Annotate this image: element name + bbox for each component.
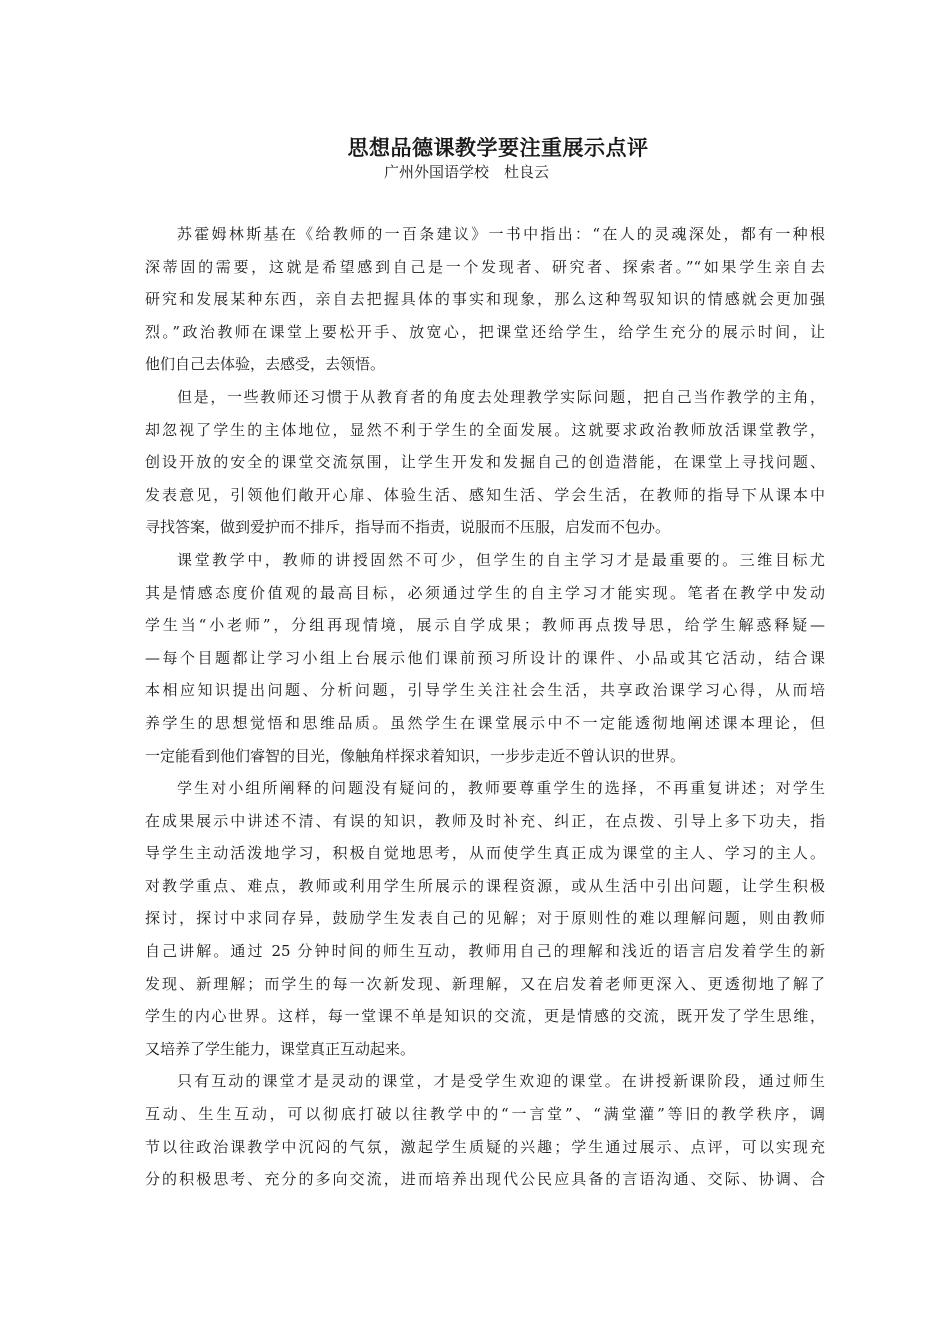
paragraph-line: 又培养了学生能力，课堂真正互动起来。 bbox=[145, 1039, 416, 1058]
paragraph-line: 导学生主动活泼地学习，积极自觉地思考，从而使学生真正成为课堂的主人、学习的主人。 bbox=[145, 844, 825, 863]
paragraph-line: 在成果展示中讲述不清、有误的知识，教师及时补充、纠正，在点拨、引导上多下功夫，指 bbox=[145, 811, 825, 830]
document-body bbox=[145, 218, 825, 1196]
paragraph-line: 学生的内心世界。这样，每一堂课不单是知识的交流，更是情感的交流，既开发了学生思维， bbox=[145, 1007, 825, 1026]
paragraph-line: 创设开放的安全的课堂交流氛围，让学生开发和发掘自己的创造潜能，在课堂上寻找问题、 bbox=[145, 453, 825, 472]
document-title: 思想品德课教学要注重展示点评 bbox=[347, 136, 649, 160]
paragraph-line: 节以往政治课教学中沉闷的气氛，激起学生质疑的兴趣；学生通过展示、点评，可以实现充 bbox=[145, 1137, 825, 1156]
paragraph-line: 自己讲解。通过 25 分钟时间的师生互动，教师用自己的理解和浅近的语言启发着学生的新 bbox=[145, 942, 825, 961]
paragraph-line: 但是，一些教师还习惯于从教育者的角度去处理教学实际问题，把自己当作教学的主角， bbox=[177, 387, 825, 406]
paragraph-line: 本相应知识提出问题、分析问题，引导学生关注社会生活，共享政治课学习心得，从而培 bbox=[145, 681, 825, 700]
paragraph-line: 烈。”政治教师在课堂上要松开手、放宽心，把课堂还给学生，给学生充分的展示时间，让 bbox=[145, 322, 825, 341]
paragraph-line: 分的积极思考、充分的多向交流，进而培养出现代公民应具备的言语沟通、交际、协调、合 bbox=[145, 1170, 825, 1189]
author-byline: 广州外国语学校 杜良云 bbox=[384, 163, 550, 181]
paragraph-line: 寻找答案，做到爱护而不排斥，指导而不指责，说服而不压服，启发而不包办。 bbox=[145, 518, 671, 537]
paragraph bbox=[145, 1065, 825, 1195]
paragraph-line: 却忽视了学生的主体地位，显然不利于学生的全面发展。这就要求政治教师放活课堂教学， bbox=[145, 420, 825, 439]
paragraph-line: 对教学重点、难点，教师或利用学生所展示的课程资源，或从生活中引出问题，让学生积极 bbox=[145, 876, 825, 895]
paragraph-line: 一定能看到他们睿智的目光，像触角样探求着知识，一步步走近不曾认识的世界。 bbox=[145, 746, 686, 765]
paragraph-line: 深蒂固的需要，这就是希望感到自己是一个发现者、研究者、探索者。”“如果学生亲自去 bbox=[145, 257, 825, 276]
paragraph-line: 研究和发展某种东西，亲自去把握具体的事实和现象，那么这种驾驭知识的情感就会更加强 bbox=[145, 290, 825, 309]
paragraph-line: 苏霍姆林斯基在《给教师的一百条建议》一书中指出：“在人的灵魂深处，都有一种根 bbox=[177, 225, 825, 243]
paragraph-line: 养学生的思想觉悟和思维品质。虽然学生在课堂展示中不一定能透彻地阐述课本理论，但 bbox=[145, 713, 825, 732]
paragraph-line: 发现、新理解；而学生的每一次新发现、新理解，又在启发着老师更深入、更透彻地了解了 bbox=[145, 974, 825, 993]
paragraph bbox=[145, 544, 825, 772]
paragraph-line: 学生对小组所阐释的问题没有疑问的，教师要尊重学生的选择，不再重复讲述；对学生 bbox=[177, 779, 825, 798]
paragraph-line: 只有互动的课堂才是灵动的课堂，才是受学生欢迎的课堂。在讲授新课阶段，通过师生 bbox=[177, 1072, 825, 1091]
paragraph-line: —每个目题都让学习小组上台展示他们课前预习所设计的课件、小品或其它活动，结合课 bbox=[145, 648, 825, 667]
paragraph-line: 学生当“小老师”，分组再现情境，展示自学成果；教师再点拨导思，给学生解惑释疑— bbox=[145, 616, 825, 635]
paragraph-line: 其是情感态度价值观的最高目标，必须通过学生的自主学习才能实现。笔者在教学中发动 bbox=[145, 583, 825, 602]
paragraph-line: 课堂教学中，教师的讲授固然不可少，但学生的自主学习才是最重要的。三维目标尤 bbox=[177, 550, 825, 569]
paragraph bbox=[145, 218, 825, 381]
paragraph-line: 互动、生生互动，可以彻底打破以往教学中的“一言堂”、“满堂灌”等旧的教学秩序，调 bbox=[145, 1105, 825, 1124]
paragraph bbox=[145, 772, 825, 1065]
paragraph-line: 他们自己去体验，去感受，去领悟。 bbox=[145, 355, 386, 374]
paragraph bbox=[145, 381, 825, 544]
paragraph-line: 探讨，探讨中求同存异，鼓励学生发表自己的见解；对于原则性的难以理解问题，则由教师 bbox=[145, 909, 825, 928]
paragraph-line: 发表意见，引领他们敞开心扉、体验生活、感知生活、学会生活，在教师的指导下从课本中 bbox=[145, 485, 825, 504]
